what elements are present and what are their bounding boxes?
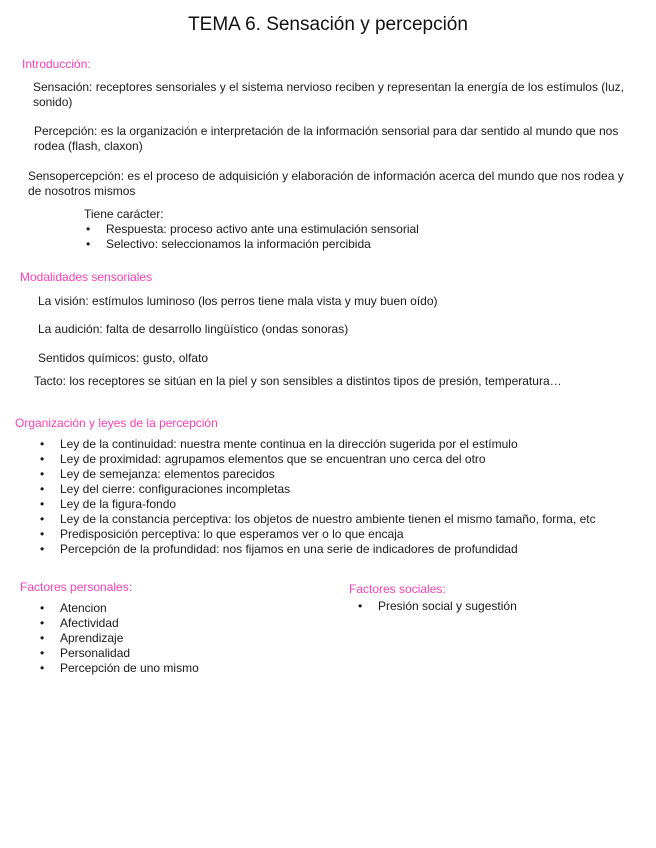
tacto-text: Tacto: los receptores se sitúan en la piel y son sensibles a distintos tipos de presión, temperatura… [34,374,562,388]
list-item: • Presión social y sugestión [358,599,517,613]
list-item: • Ley de la figura-fondo [40,497,177,511]
intro-heading: Introducción: [22,57,91,71]
leyes-list [40,437,596,557]
vision-text: La visión: estímulos luminoso (los perros tiene mala vista y muy buen oído) [38,294,438,308]
list-item: • Personalidad [40,646,131,660]
factores-sociales-list [358,599,517,614]
list-item: • Percepción de uno mismo [40,661,199,675]
list-item: • Afectividad [40,616,119,630]
list-item: • Respuesta: proceso activo ante una estimulación sensorial [86,222,419,236]
percepcion-definition: Percepción: es la organización e interpretación de la información sensorial para dar sentido al mundo que nos rodea (flash, claxon) [34,124,619,153]
modalidades-heading: Modalidades sensoriales [20,270,153,284]
list-item: • Atencion [40,601,107,615]
list-item: • Aprendizaje [40,631,124,645]
sensopercepcion-definition: Sensopercepción: es el proceso de adquisición y elaboración de información acerca del mundo que nos rodea y de nosotros mismos [28,169,624,198]
factores-personales-heading: Factores personales: [20,580,133,594]
page-title: TEMA 6. Sensación y percepción [188,14,468,35]
list-item: • Ley de la continuidad: nuestra mente continua en la dirección sugerida por el estímulo [40,437,518,451]
audicion-text: La audición: falta de desarrollo lingüístico (ondas sonoras) [38,322,349,336]
list-item: • Ley de proximidad: agrupamos elementos que se encuentran uno cerca del otro [40,452,486,466]
caracter-label: Tiene carácter: [84,207,164,221]
list-item: • Percepción de la profundidad: nos fijamos en una serie de indicadores de profundidad [40,542,518,556]
factores-sociales-heading: Factores sociales: [349,582,446,596]
list-item: • Ley de la constancia perceptiva: los objetos de nuestro ambiente tienen el mismo tamaño, forma, etc [40,512,596,526]
caracter-list [86,222,419,252]
organizacion-heading: Organización y leyes de la percepción [15,416,218,430]
sensacion-definition: Sensación: receptores sensoriales y el sistema nervioso reciben y representan la energía de los estímulos (luz, sonido) [33,80,624,109]
quimicos-text: Sentidos químicos: gusto, olfato [38,351,209,365]
list-item: • Ley de semejanza: elementos parecidos [40,467,275,481]
list-item: • Selectivo: seleccionamos la información percibida [86,237,371,251]
list-item: • Predisposición perceptiva: lo que esperamos ver o lo que encaja [40,527,404,541]
factores-personales-list [40,601,199,676]
list-item: • Ley del cierre: configuraciones incompletas [40,482,291,496]
